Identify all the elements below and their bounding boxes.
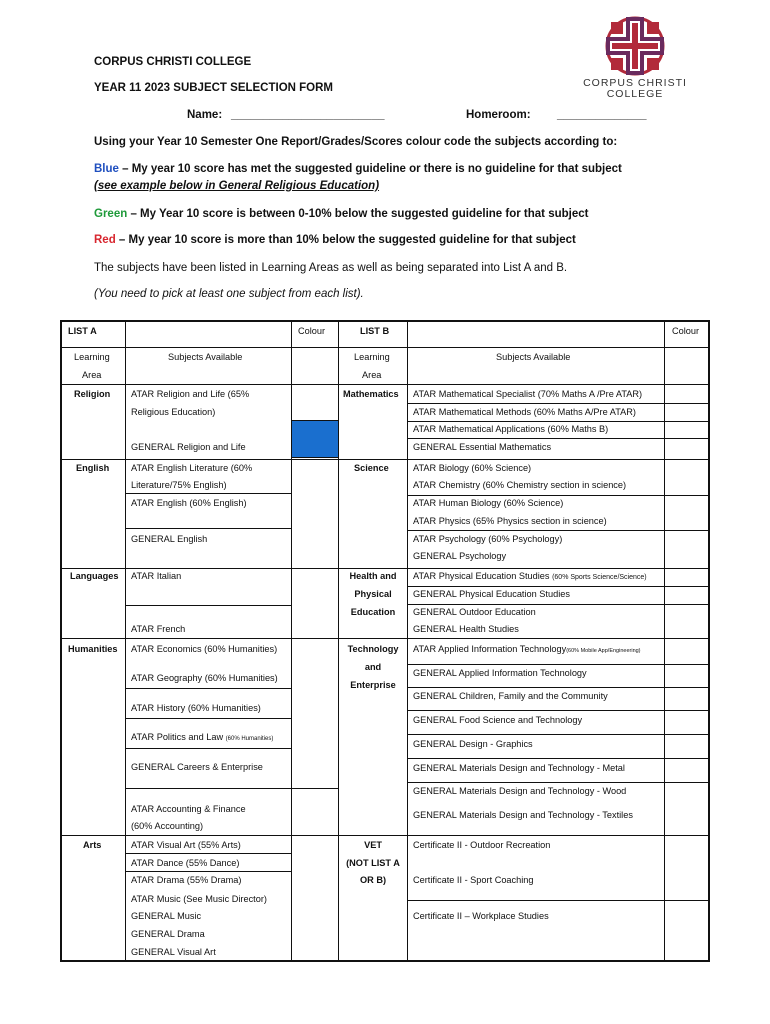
blue-guideline [94, 163, 622, 175]
subject-a-hum-4-req: (60% Humanities) [225, 736, 274, 742]
red-text: – My year 10 score is more than 10% below the suggested guideline for that subject [115, 234, 576, 246]
area-vet-1: VET [364, 840, 382, 850]
subject-a-hum-6b: (60% Accounting) [131, 821, 204, 831]
subject-b-h-2: GENERAL Physical Education Studies [413, 589, 570, 599]
area-science: Science [354, 463, 389, 473]
logo-name-line1: CORPUS CHRISTI [583, 77, 687, 89]
subjects-a-heading: Subjects Available [168, 352, 243, 362]
subject-a-art-5: GENERAL Music [131, 911, 202, 921]
subject-b-m-3: ATAR Mathematical Applications (60% Maths B) [413, 424, 609, 434]
form-title: YEAR 11 2023 SUBJECT SELECTION FORM [94, 82, 334, 94]
subject-a-art-3: ATAR Drama (55% Drama) [131, 875, 242, 885]
subject-a-art-2: ATAR Dance (55% Dance) [131, 858, 240, 868]
logo-name-line2: COLLEGE [606, 88, 664, 100]
college-logo [574, 14, 696, 100]
learning-a: Learning [74, 352, 110, 362]
subject-a-hum-5: GENERAL Careers & Enterprise [131, 762, 263, 772]
subject-b-s-5: ATAR Psychology (60% Psychology) [413, 534, 563, 544]
school-name: CORPUS CHRISTI COLLEGE [94, 56, 252, 68]
example-colour-cell[interactable] [292, 421, 338, 457]
homeroom-label: Homeroom: [466, 109, 531, 121]
subject-b-v-3: Certificate II – Workplace Studies [413, 911, 549, 921]
subject-b-t-8: GENERAL Materials Design and Technology - Textiles [413, 810, 633, 820]
subject-a-rel-2: GENERAL Religion and Life [131, 442, 246, 452]
area-arts: Arts [83, 840, 102, 850]
subject-a-art-4: ATAR Music (See Music Director) [131, 894, 267, 904]
green-text: – My Year 10 score is between 0-10% below the suggested guideline for that subject [127, 208, 589, 220]
subject-b-v-2: Certificate II - Sport Coaching [413, 875, 534, 885]
subjects-b-heading: Subjects Available [496, 352, 571, 362]
subject-a-lang-1: ATAR Italian [131, 571, 182, 581]
blue-text: – My year 10 score has met the suggested guideline or there is no guideline for that subject [118, 163, 622, 175]
subject-a-art-7: GENERAL Visual Art [131, 947, 216, 957]
blue-word: Blue [94, 163, 119, 175]
red-guideline [94, 234, 576, 246]
subject-b-h-4: GENERAL Health Studies [413, 624, 519, 634]
area-religion: Religion [74, 389, 111, 399]
subject-a-hum-2: ATAR Geography (60% Humanities) [131, 673, 278, 683]
subject-a-eng-1b: Literature/75% English) [131, 480, 227, 490]
subject-b-h-3: GENERAL Outdoor Education [413, 607, 536, 617]
area-vet-3: OR B) [359, 875, 387, 885]
area-a: Area [82, 370, 102, 380]
subject-b-t-2: GENERAL Applied Information Technology [413, 668, 587, 678]
subject-a-hum-4 [131, 731, 273, 745]
subject-b-t-1 [413, 643, 641, 657]
area-mathematics: Mathematics [343, 389, 399, 399]
subject-a-eng-3: GENERAL English [131, 534, 208, 544]
subject-b-h-1-req: (60% Sports Science/Science) [552, 574, 647, 581]
name-field[interactable]: ________________________ [231, 109, 385, 121]
area-english: English [76, 463, 110, 473]
green-word: Green [94, 208, 128, 220]
subject-b-s-4: ATAR Physics (65% Physics section in science) [413, 516, 607, 526]
subject-a-art-6: GENERAL Drama [131, 929, 205, 939]
area-te-2: and [364, 662, 382, 672]
subject-b-s-1: ATAR Biology (60% Science) [413, 463, 532, 473]
area-b: Area [362, 370, 382, 380]
subject-b-t-3: GENERAL Children, Family and the Community [413, 691, 608, 701]
subject-b-m-1: ATAR Mathematical Specialist (70% Maths A /Pre ATAR) [413, 389, 643, 399]
subject-b-m-4: GENERAL Essential Mathematics [413, 442, 552, 452]
area-humanities: Humanities [68, 644, 118, 654]
name-label: Name: [187, 109, 223, 121]
area-hpe-1: Health and [349, 571, 397, 581]
instructions-intro: Using your Year 10 Semester One Report/Grades/Scores colour code the subjects according to: [94, 136, 618, 148]
subject-b-t-1-req: (60% Mobile App/Engineering) [566, 648, 641, 654]
lists-note: The subjects have been listed in Learning Areas as well as being separated into List A and B. [94, 262, 568, 274]
area-vet-2: (NOT LIST A [346, 858, 400, 868]
green-guideline [94, 208, 588, 220]
colour-a-heading: Colour [298, 326, 326, 336]
area-hpe-2: Physical [354, 589, 392, 599]
subject-b-t-5: GENERAL Design - Graphics [413, 739, 533, 749]
subject-b-v-1: Certificate II - Outdoor Recreation [413, 840, 551, 850]
pick-note: (You need to pick at least one subject from each list). [94, 288, 364, 300]
learning-b: Learning [354, 352, 390, 362]
subject-b-h-1-label: ATAR Physical Education Studies [413, 571, 550, 581]
subject-a-art-1: ATAR Visual Art (55% Arts) [131, 840, 241, 850]
blue-example: (see example below in General Religious Education) [94, 180, 380, 192]
subject-b-m-2: ATAR Mathematical Methods (60% Maths A/Pre ATAR) [413, 407, 636, 417]
subject-a-lang-2: ATAR French [131, 624, 186, 634]
subject-a-hum-4-label: ATAR Politics and Law [131, 732, 224, 742]
subject-table [60, 320, 710, 962]
homeroom-field[interactable]: ______________ [557, 109, 647, 121]
list-a-heading: LIST A [68, 326, 97, 336]
subject-a-hum-1: ATAR Economics (60% Humanities) [131, 644, 278, 654]
subject-b-t-6: GENERAL Materials Design and Technology - Metal [413, 763, 625, 773]
area-languages: Languages [70, 571, 119, 581]
subject-b-h-1 [413, 570, 647, 584]
subject-b-s-3: ATAR Human Biology (60% Science) [413, 498, 564, 508]
red-word: Red [94, 234, 116, 246]
subject-b-s-2: ATAR Chemistry (60% Chemistry section in science) [413, 480, 627, 490]
list-b-heading: LIST B [360, 326, 390, 336]
subject-b-t-7: GENERAL Materials Design and Technology - Wood [413, 786, 627, 796]
subject-a-hum-6a: ATAR Accounting & Finance [131, 804, 246, 814]
subject-a-eng-2: ATAR English (60% English) [131, 498, 247, 508]
subject-b-t-1-label: ATAR Applied Information Technology [413, 644, 567, 654]
subject-a-eng-1a: ATAR English Literature (60% [131, 463, 253, 473]
subject-a-rel-1a: ATAR Religion and Life (65% [131, 389, 250, 399]
subject-a-rel-1b: Religious Education) [131, 407, 216, 417]
subject-a-hum-3: ATAR History (60% Humanities) [131, 703, 261, 713]
subject-b-s-6: GENERAL Psychology [413, 551, 507, 561]
subject-b-t-4: GENERAL Food Science and Technology [413, 715, 583, 725]
area-te-3: Enterprise [350, 680, 396, 690]
cross-crest-icon [574, 14, 696, 76]
colour-b-heading: Colour [672, 326, 700, 336]
area-te-1: Technology [347, 644, 399, 654]
area-hpe-3: Education [350, 607, 396, 617]
